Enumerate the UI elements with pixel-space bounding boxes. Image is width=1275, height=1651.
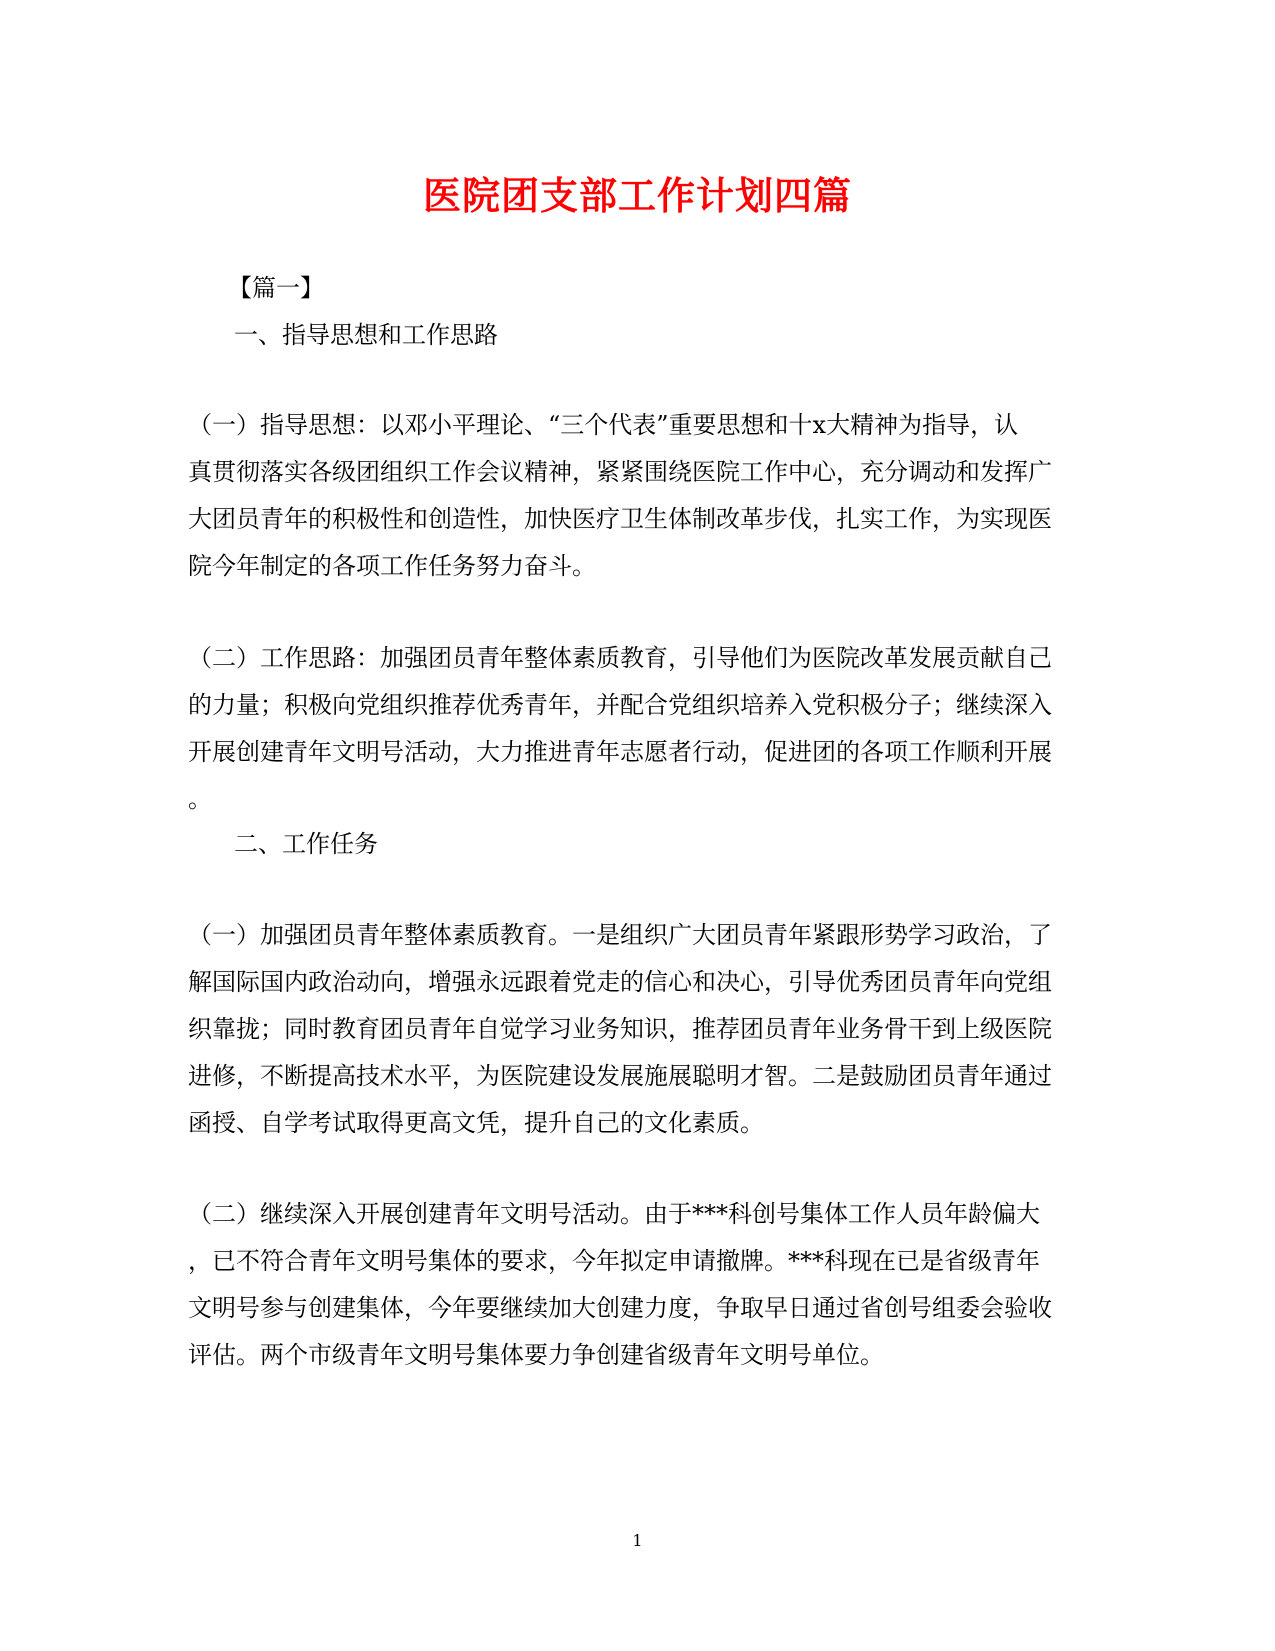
- paragraph-line: 院今年制定的各项工作任务努力奋斗。: [188, 552, 596, 580]
- paragraph-line: 函授、自学考试取得更高文凭，提升自己的文化素质。: [188, 1109, 764, 1137]
- heading-guiding-ideas: 一、指导思想和工作思路: [234, 321, 498, 349]
- paragraph-line: 开展创建青年文明号活动，大力推进青年志愿者行动，促进团的各项工作顺利开展: [188, 738, 1052, 766]
- paragraph-line: （二）工作思路：加强团员青年整体素质教育，引导他们为医院改革发展贡献自己: [188, 644, 1052, 672]
- paragraph-line: 真贯彻落实各级团组织工作会议精神，紧紧围绕医院工作中心，充分调动和发挥广: [188, 458, 1052, 486]
- paragraph-civilization-activity: [188, 1191, 1088, 1379]
- paragraph-line: 解国际国内政治动向，增强永远跟着党走的信心和决心，引导优秀团员青年向党组: [188, 968, 1052, 996]
- paragraph-line: 文明号参与创建集体，今年要继续加大创建力度，争取早日通过省创号组委会验收: [188, 1294, 1052, 1322]
- paragraph-line: ，已不符合青年文明号集体的要求，今年拟定申请撤牌。***科现在已是省级青年: [188, 1247, 1040, 1275]
- paragraph-line: 评估。两个市级青年文明号集体要力争创建省级青年文明号单位。: [188, 1341, 884, 1369]
- paragraph-quality-education: [188, 912, 1088, 1147]
- paragraph-line: 大团员青年的积极性和创造性，加快医疗卫生体制改革步伐，扎实工作，为实现医: [188, 505, 1052, 533]
- paragraph-line: （一）指导思想：以邓小平理论、“三个代表”重要思想和十x大精神为指导，认: [188, 411, 1019, 439]
- paragraph-guiding-thought: [188, 402, 1088, 590]
- page-number: 1: [632, 1531, 643, 1550]
- paragraph-line: 织靠拢；同时教育团员青年自觉学习业务知识，推荐团员青年业务骨干到上级医院: [188, 1015, 1052, 1043]
- paragraph-line: （一）加强团员青年整体素质教育。一是组织广大团员青年紧跟形势学习政治，了: [188, 921, 1052, 949]
- paragraph-line: 。: [188, 785, 212, 813]
- paragraph-line: （二）继续深入开展创建青年文明号活动。由于***科创号集体工作人员年龄偏大: [188, 1200, 1040, 1228]
- paragraph-line: 的力量；积极向党组织推荐优秀青年，并配合党组织培养入党积极分子；继续深入: [188, 691, 1052, 719]
- paragraph-line: 进修，不断提高技术水平，为医院建设发展施展聪明才智。二是鼓励团员青年通过: [188, 1062, 1052, 1090]
- heading-work-tasks: 二、工作任务: [234, 830, 378, 858]
- paragraph-work-approach: [188, 635, 1088, 823]
- document-title: 医院团支部工作计划四篇: [422, 173, 852, 218]
- section-label: 【篇一】: [228, 274, 324, 302]
